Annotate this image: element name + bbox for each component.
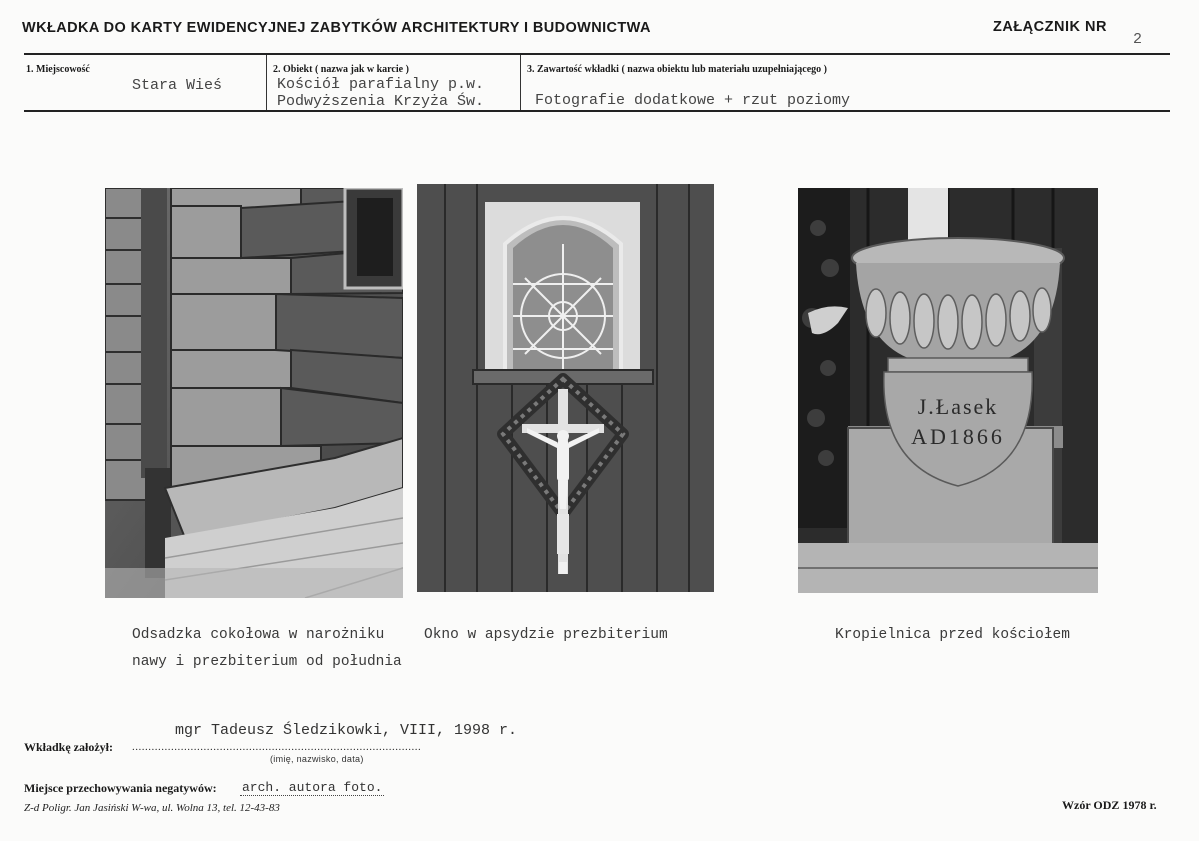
photo1-caption-line1: Odsadzka cokołowa w narożniku [132,627,385,643]
negatives-value: arch. autora foto. [242,780,383,795]
photo1-caption [132,622,402,676]
object-value-line2: Podwyższenia Krzyża Św. [277,93,485,110]
photo2-caption: Okno w apsydzie prezbiterium [424,627,668,643]
field-separator [520,55,521,110]
object-label: 2. Obiekt ( nazwa jak w karcie ) [273,64,409,75]
founder-value: mgr Tadeusz Śledzikowki, VIII, 1998 r. [175,722,518,739]
field-separator [266,55,267,110]
negatives-label: Miejsce przechowywania negatywów: [24,781,217,795]
locality-value: Stara Wieś [132,77,223,94]
font-inscription-line2: AD1866 [911,424,1005,449]
contents-value: Fotografie dodatkowe + rzut poziomy [535,92,851,109]
stone-holy-water-font-photo [798,188,1098,593]
attachment-number: 2 [1133,31,1143,48]
photo3-caption: Kropielnica przed kościołem [835,627,1070,643]
locality-label: 1. Miejscowość [26,64,90,75]
founder-hint: (imię, nazwisko, data) [270,754,364,764]
log-wall-corner-photo [105,188,403,598]
photo1-caption-line2: nawy i prezbiterium od południa [132,654,402,670]
founder-label: Wkładkę założył: [24,740,113,754]
object-value-line1: Kościół parafialny p.w. [277,76,485,93]
contents-label: 3. Zawartość wkładki ( nazwa obiektu lub materiału uzupełniającego ) [527,64,828,75]
form-title: WKŁADKA DO KARTY EWIDENCYJNEJ ZABYTKÓW ARCHITEKTURY I BUDOWNICTWA [22,20,651,36]
top-rule [24,53,1170,55]
founder-dots: ......................................................................................... [132,741,422,753]
form-model: Wzór ODZ 1978 r. [1062,798,1157,812]
font-inscription-line1: J.Łasek [917,394,999,419]
attachment-label: ZAŁĄCZNIK NR [993,19,1107,35]
printer-note: Z-d Poligr. Jan Jasiński W-wa, ul. Wolna 13, tel. 12-43-83 [24,802,280,814]
bottom-rule [24,110,1170,112]
church-window-crucifix-photo [417,184,714,592]
